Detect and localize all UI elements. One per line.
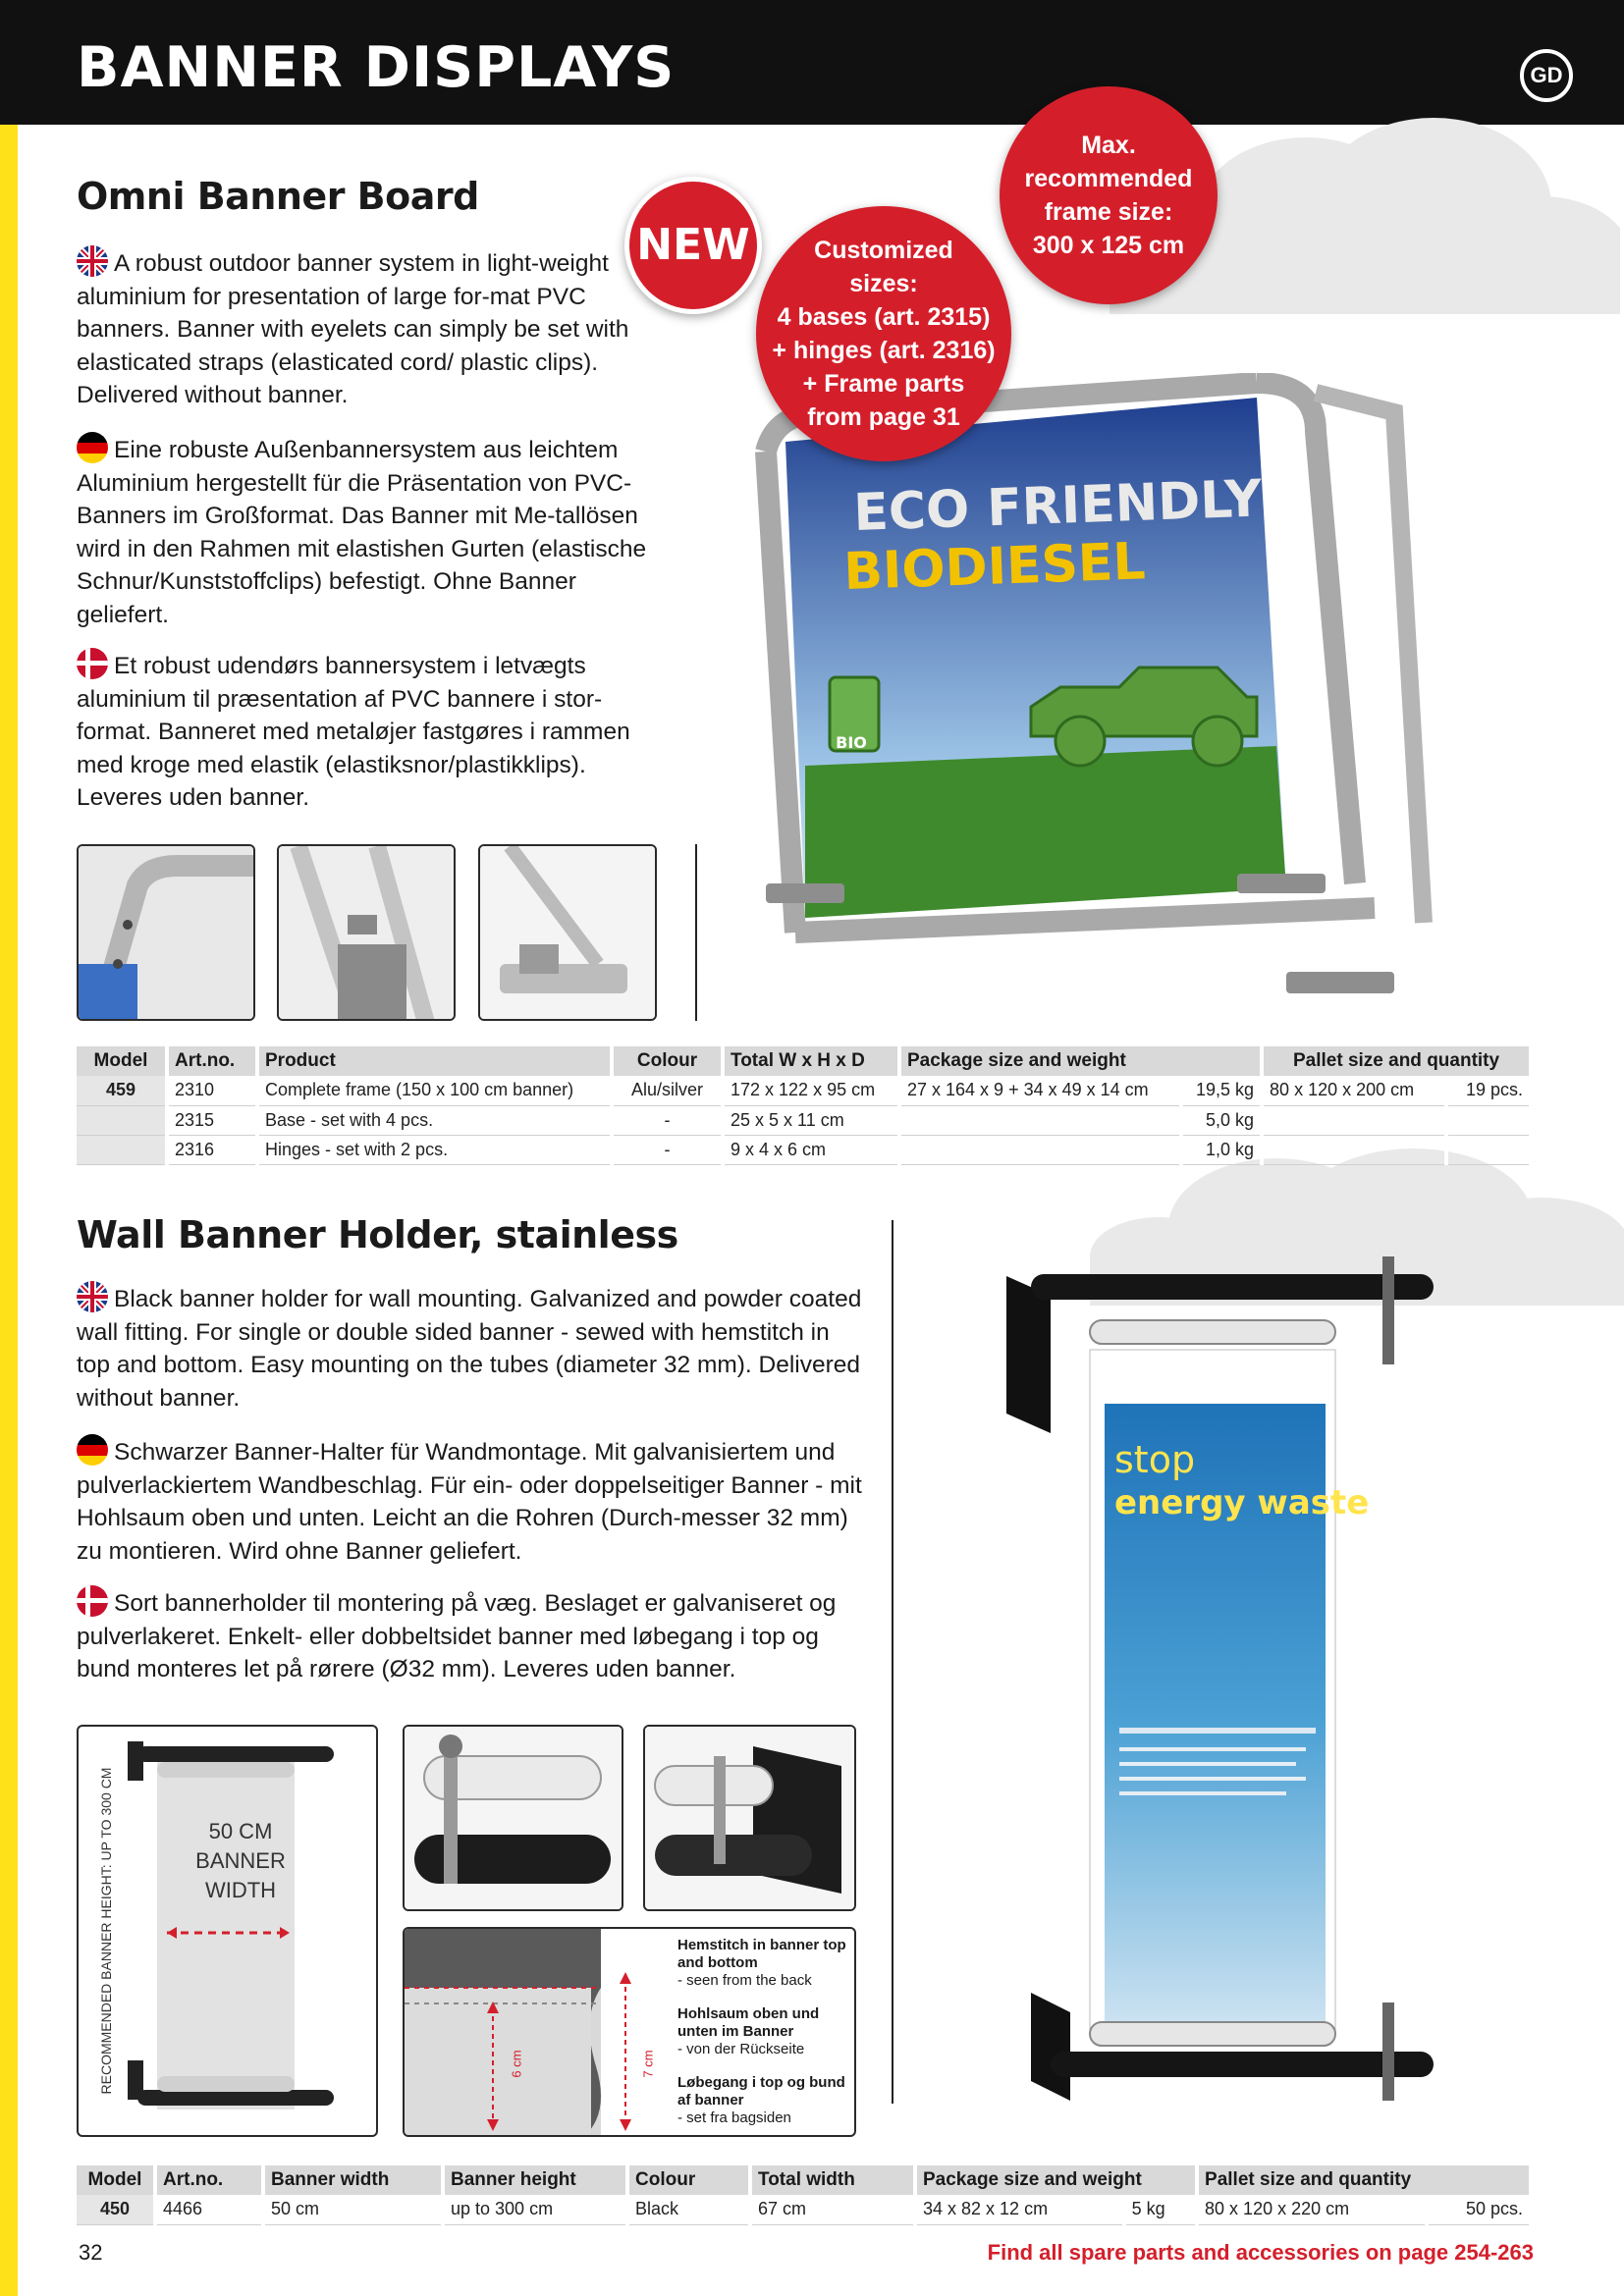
header-artno: Art.no. xyxy=(155,2165,263,2195)
uk-flag-icon xyxy=(77,1281,108,1312)
danish-flag-icon xyxy=(77,648,108,679)
header-model: Model xyxy=(77,1046,167,1076)
table-header-row xyxy=(77,2165,1531,2195)
header-banner-width: Banner width xyxy=(263,2165,443,2195)
page-number: 32 xyxy=(79,2240,103,2265)
table-header-row xyxy=(77,1046,1531,1076)
banner-width-label: 50 CM BANNER WIDTH xyxy=(195,1819,286,1902)
badge-new: NEW xyxy=(624,177,762,314)
hem-caption-da: Løbegang i top og bund af banner - set fra bagsiden xyxy=(677,2074,845,2126)
table-row: 459 2310 Complete frame (150 x 100 cm banner) Alu/silver 172 x 122 x 95 cm 27 x 164 x 9 + 34 x 49 x 14 cm 19,5 kg 80 x 120 x 200 cm 19 pcs. xyxy=(77,1076,1531,1105)
dim-6cm: 6 cm xyxy=(509,2050,524,2078)
page-title: BANNER DISPLAYS xyxy=(77,35,676,100)
table-row: 2315 Base - set with 4 pcs. - 25 x 5 x 11 cm 5,0 kg xyxy=(77,1105,1531,1135)
wall-spec-table xyxy=(77,2165,1533,2225)
desc-en-omni xyxy=(77,245,666,412)
header-total: Total W x H x D xyxy=(723,1046,899,1076)
section-title-wall: Wall Banner Holder, stainless xyxy=(77,1213,678,1256)
header-artno: Art.no. xyxy=(167,1046,257,1076)
thumb-frame-corner xyxy=(77,844,255,1021)
poster-line-stop: stop xyxy=(1114,1438,1196,1481)
header-banner-height: Banner height xyxy=(443,2165,627,2195)
desc-da-omni xyxy=(77,648,666,815)
hem-caption-de: Hohlsaum oben und unten im Banner - von der Rückseite xyxy=(677,2005,820,2057)
diagram-banner-size xyxy=(77,1725,378,2137)
omni-banner-board-image xyxy=(707,373,1492,1021)
desc-de-wall xyxy=(77,1434,862,1568)
banner-height-label: RECOMMENDED BANNER HEIGHT: UP TO 300 CM xyxy=(98,1767,114,2095)
banner-text-biodiesel: BIODIESEL xyxy=(842,532,1147,602)
spare-parts-note: Find all spare parts and accessories on page 254-263 xyxy=(987,2240,1534,2265)
desc-de-omni xyxy=(77,432,666,631)
desc-en-text: A robust outdoor banner system in light-weight aluminium for presentation of large for-mat PVC banners. Banner with eyelets can simply be set with elasticated straps (elasticated cord/ plastic clips). Delivered without banner. xyxy=(77,250,629,408)
thumb-base xyxy=(478,844,657,1021)
poster-line-energy: energy waste xyxy=(1114,1483,1370,1522)
header-colour: Colour xyxy=(627,2165,750,2195)
thumb-wall-plate xyxy=(643,1725,856,1911)
desc-en-wall xyxy=(77,1281,862,1415)
diagram-hemstitch xyxy=(403,1927,856,2137)
divider-line-1 xyxy=(695,844,697,1021)
thumb-tube-clamp xyxy=(403,1725,623,1911)
desc-de-text: Schwarzer Banner-Halter für Wandmontage. Mit galvanisiertem und pulverlackiertem Wandbeschlag. Für ein- oder doppelseitiger Banner - mit Hohlsaum oben und unten. Leicht an die Rohren (Durch-messer 32 mm) zu montieren. Wird ohne Banner geliefert. xyxy=(77,1439,862,1565)
badge-max-frame-size: Max. recommended frame size: 300 x 125 cm xyxy=(1000,86,1218,304)
header-package: Package size and weight xyxy=(899,1046,1262,1076)
bio-label: BIO xyxy=(836,733,867,752)
danish-flag-icon xyxy=(77,1585,108,1617)
header-pallet: Pallet size and quantity xyxy=(1197,2165,1531,2195)
section-title-omni: Omni Banner Board xyxy=(77,175,479,218)
german-flag-icon xyxy=(77,432,108,463)
desc-en-text: Black banner holder for wall mounting. Galvanized and powder coated wall fitting. For single or double sided banner - sewed with hemstitch in top and bottom. Easy mounting on the tubes (diameter 32 mm). Delivered without banner. xyxy=(77,1286,862,1412)
dim-7cm: 7 cm xyxy=(640,2050,656,2078)
desc-da-text: Et robust udendørs bannersystem i letvægts aluminium til præsentation af PVC bannere i stor-format. Banneret med metaløjer fastgøres i rammen med kroge med elastik (elastiksnor/plastikklips). Leveres uden banner. xyxy=(77,653,630,811)
divider-line-2 xyxy=(892,1220,893,2104)
header-package: Package size and weight xyxy=(915,2165,1197,2195)
omni-spec-table xyxy=(77,1046,1533,1165)
wall-banner-holder-image xyxy=(992,1217,1434,2101)
banner-text-eco: ECO FRIENDLY xyxy=(852,469,1263,543)
header-product: Product xyxy=(257,1046,612,1076)
hem-caption-en: Hemstitch in banner top and bottom - seen from the back xyxy=(677,1937,846,1989)
uk-flag-icon xyxy=(77,245,108,277)
desc-de-text: Eine robuste Außenbannersystem aus leichtem Aluminium hergestellt für die Präsentation von PVC-Banners im Großformat. Das Banner mit Me-tallösen wird in den Rahmen mit elastishen Gurten (elastische Schnur/Kunststoffclips) befestigt. Ohne Banner geliefert. xyxy=(77,437,647,628)
brand-logo: GD xyxy=(1520,49,1573,102)
header-total-width: Total width xyxy=(750,2165,915,2195)
badge-customized-sizes: Customized sizes: 4 bases (art. 2315) + hinges (art. 2316) + Frame parts from page 31 xyxy=(756,206,1011,461)
german-flag-icon xyxy=(77,1434,108,1466)
table-row: 450 4466 50 cm up to 300 cm Black 67 cm 34 x 82 x 12 cm 5 kg 80 x 120 x 220 cm 50 pcs. xyxy=(77,2195,1531,2224)
header-colour: Colour xyxy=(612,1046,723,1076)
table-row: 2316 Hinges - set with 2 pcs. - 9 x 4 x 6 cm 1,0 kg xyxy=(77,1135,1531,1164)
desc-da-text: Sort bannerholder til montering på væg. Beslaget er galvaniseret og pulverlakeret. Enkelt- eller dobbeltsidet banner med løbegang i top og bund monteres let på rørere (Ø32 mm). Leveres uden banner. xyxy=(77,1590,837,1682)
desc-da-wall xyxy=(77,1585,862,1686)
header-pallet: Pallet size and quantity xyxy=(1262,1046,1531,1076)
header-model: Model xyxy=(77,2165,155,2195)
side-stripe xyxy=(0,125,18,2296)
thumb-hinge xyxy=(277,844,456,1021)
